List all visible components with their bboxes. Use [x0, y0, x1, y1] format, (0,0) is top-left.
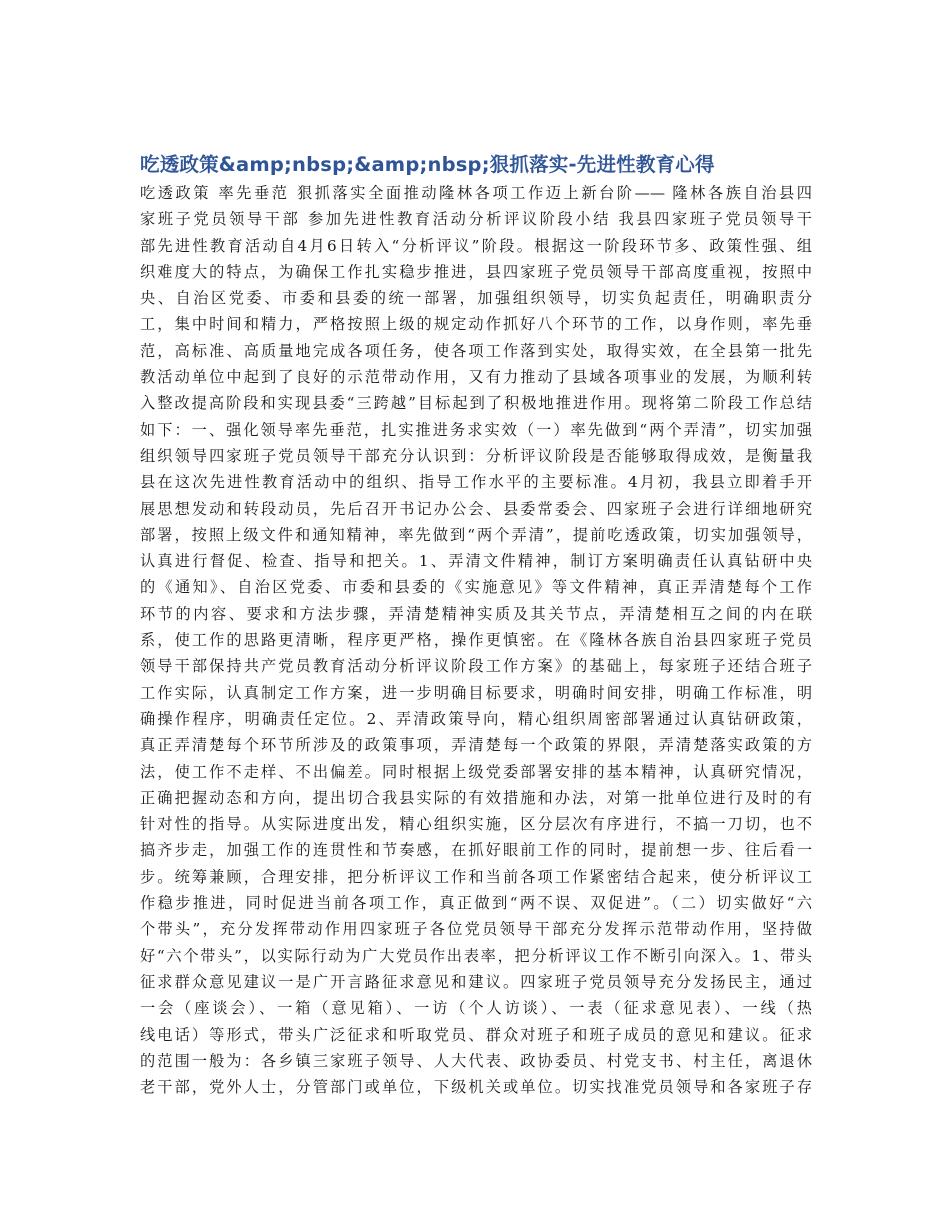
body-text-line: 作稳步推进，同时促进当前各项工作，真正做到“两不误、双促进”。（二）切实做好“六	[140, 894, 812, 913]
body-text-line: 工，集中时间和精力，严格按照上级的规定动作抓好八个环节的工作，以身作则，率先垂	[140, 315, 812, 334]
body-text-line: 展思想发动和转段动员，先后召开书记办公会、县委常委会、四家班子会进行详细地研究	[140, 499, 812, 518]
body-text-line: 织难度大的特点，为确保工作扎实稳步推进，县四家班子党员领导干部高度重视，按照中	[140, 262, 812, 281]
body-text-line: 范，高标准、高质量地完成各项任务，使各项工作落到实处，取得实效，在全县第一批先	[140, 341, 812, 360]
body-text-line: 搞齐步走，加强工作的连贯性和节奏感，在抓好眼前工作的同时，提前想一步、往后看一	[140, 841, 812, 860]
body-text-line: 个带头”，充分发挥带动作用四家班子各位党员领导干部充分发挥示范带动作用，坚持做	[140, 920, 812, 939]
body-text-line: 真正弄清楚每个环节所涉及的政策事项，弄清楚每一个政策的界限，弄清楚落实政策的方	[140, 736, 812, 755]
body-text-line: 如下：一、强化领导率先垂范，扎实推进务求实效（一）率先做到“两个弄清”，切实加强	[140, 420, 812, 439]
body-text-line: 环节的内容、要求和方法步骤，弄清楚精神实质及其关节点，弄清楚相互之间的内在联	[140, 604, 812, 623]
body-text-line: 的《通知》、自治区党委、市委和县委的《实施意见》等文件精神，真正弄清楚每个工作	[140, 578, 812, 597]
document-body	[140, 180, 812, 1100]
body-text-line: 部先进性教育活动自4月6日转入“分析评议”阶段。根据这一阶段环节多、政策性强、组	[140, 236, 812, 255]
body-text-line: 老干部，党外人士，分管部门或单位，下级机关或单位。切实找准党员领导和各家班子存	[140, 1078, 812, 1097]
body-text-line: 针对性的指导。从实际进度出发，精心组织实施，区分层次有序进行，不搞一刀切，也不	[140, 815, 812, 834]
body-text-line: 好“六个带头”，以实际行动为广大党员作出表率，把分析评议工作不断引向深入。1、带头	[140, 946, 812, 965]
body-text-line: 央、自治区党委、市委和县委的统一部署，加强组织领导，切实负起责任，明确职责分	[140, 289, 812, 308]
body-text-line: 法，使工作不走样、不出偏差。同时根据上级党委部署安排的基本精神，认真研究情况，	[140, 762, 812, 781]
body-text-line: 教活动单位中起到了良好的示范带动作用，又有力推动了县域各项事业的发展，为顺利转	[140, 368, 812, 387]
body-text-line: 入整改提高阶段和实现县委“三跨越”目标起到了积极地推进作用。现将第二阶段工作总结	[140, 394, 812, 413]
body-text-line: 家班子党员领导干部 参加先进性教育活动分析评议阶段小结 我县四家班子党员领导干	[140, 210, 812, 229]
body-text-line: 吃透政策 率先垂范 狠抓落实全面推动隆林各项工作迈上新台阶—— 隆林各族自治县四	[140, 184, 812, 202]
body-text-line: 领导干部保持共产党员教育活动分析评议阶段工作方案》的基础上，每家班子还结合班子	[140, 657, 812, 676]
body-text-line: 正确把握动态和方向，提出切合我县实际的有效措施和办法，对第一批单位进行及时的有	[140, 788, 812, 807]
document-title: 吃透政策&amp;nbsp;&amp;nbsp;狠抓落实-先进性教育心得	[140, 153, 715, 176]
body-text-line: 认真进行督促、检查、指导和把关。1、弄清文件精神，制订方案明确责任认真钻研中央	[140, 552, 812, 571]
body-text-line: 线电话）等形式，带头广泛征求和听取党员、群众对班子和班子成员的意见和建议。征求	[140, 1025, 812, 1044]
body-text-line: 确操作程序，明确责任定位。2、弄清政策导向，精心组织周密部署通过认真钻研政策，	[140, 709, 812, 728]
body-text-line: 征求群众意见建议一是广开言路征求意见和建议。四家班子党员领导充分发扬民主，通过	[140, 972, 812, 991]
body-text-line: 组织领导四家班子党员领导干部充分认识到：分析评议阶段是否能够取得成效，是衡量我	[140, 446, 812, 465]
body-text-line: 县在这次先进性教育活动中的组织、指导工作水平的主要标准。4月初，我县立即着手开	[140, 473, 812, 492]
body-text-line: 部署，按照上级文件和通知精神，率先做到“两个弄清”，提前吃透政策，切实加强领导，	[140, 525, 812, 544]
body-text-line: 系，使工作的思路更清晰，程序更严格，操作更慎密。在《隆林各族自治县四家班子党员	[140, 631, 812, 650]
body-text-line: 一会（座谈会）、一箱（意见箱）、一访（个人访谈）、一表（征求意见表）、一线（热	[140, 999, 812, 1018]
body-text-line: 工作实际，认真制定工作方案，进一步明确目标要求，明确时间安排，明确工作标准，明	[140, 683, 812, 702]
body-text-line: 的范围一般为：各乡镇三家班子领导、人大代表、政协委员、村党支书、村主任，离退休	[140, 1051, 812, 1070]
body-text-line: 步。统筹兼顾，合理安排，把分析评议工作和当前各项工作紧密结合起来，使分析评议工	[140, 867, 812, 886]
